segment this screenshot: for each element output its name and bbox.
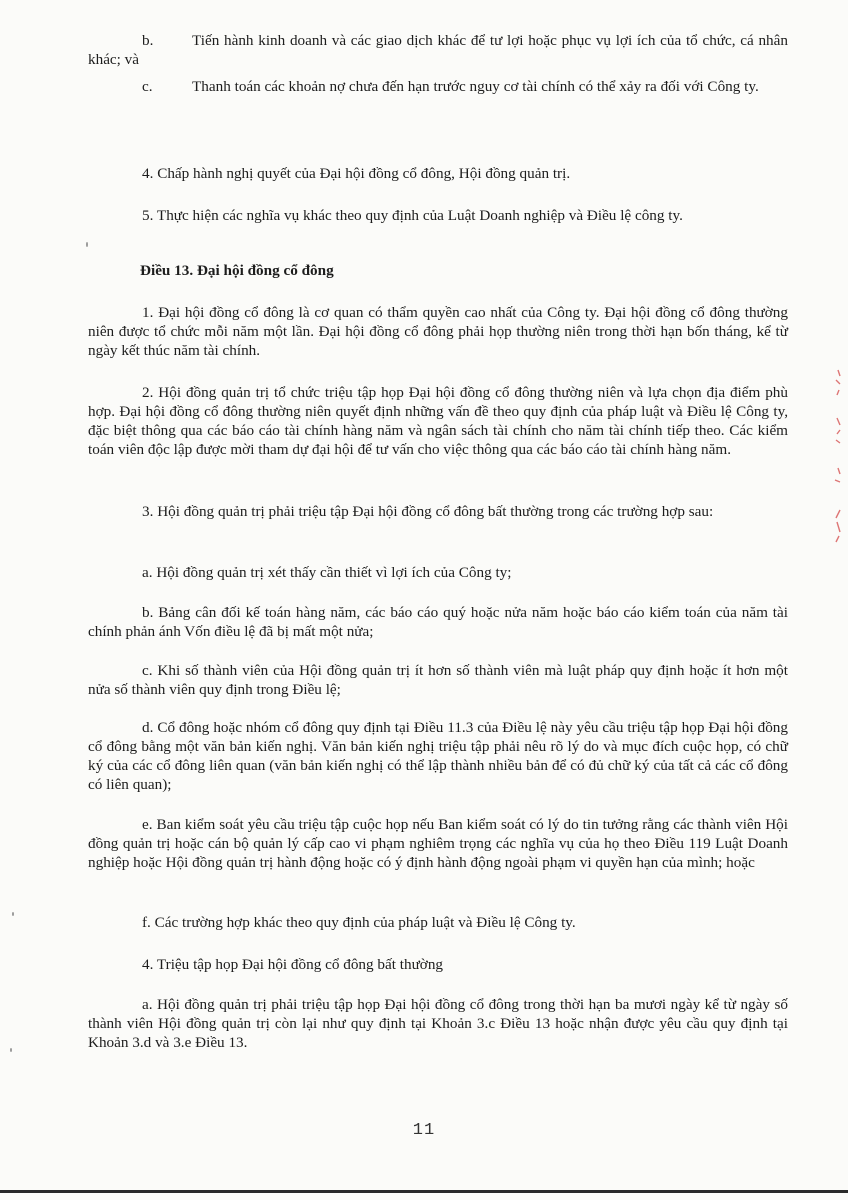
paragraph-c-payment [88,77,788,96]
paragraph-b-business [88,31,788,69]
paragraph-13-3-d: d. Cổ đông hoặc nhóm cổ đông quy định tại Điều 11.3 của Điều lệ này yêu cầu triệu tập họp Đại hội đồng cổ đông bằng một văn bản kiến nghị. Văn bản kiến nghị triệu tập phải nêu rõ lý do và mục đích cuộc họp, có chữ ký của các cổ đông liên quan (văn bản kiến nghị có thể lập thành nhiều bản để có đủ chữ ký của tất cả các cổ đông có liên quan); [88,719,788,793]
scan-speck [86,242,88,247]
paragraph-5-obligations: 5. Thực hiện các nghĩa vụ khác theo quy định của Luật Doanh nghiệp và Điều lệ công ty. [142,207,683,224]
margin-stamp-marks [814,360,848,550]
paragraph-label: b. [142,32,154,49]
paragraph-label: c. [142,78,153,95]
paragraph-4-comply: 4. Chấp hành nghị quyết của Đại hội đồng cổ đông, Hội đồng quản trị. [142,165,571,182]
paragraph-text: Tiến hành kinh doanh và các giao dịch khác để tư lợi hoặc phục vụ lợi ích của tổ chức, cá nhân khác; và [88,32,788,68]
paragraph-13-4-a: a. Hội đồng quản trị phải triệu tập họp Đại hội đồng cổ đông trong thời hạn ba mươi ngày kể từ ngày số thành viên Hội đồng quản trị còn lại như quy định tại Khoản 3.c Điều 13 hoặc nhận được yêu cầu quy định tại Khoản 3.d và 3.e Điều 13. [88,996,788,1051]
scan-speck [12,912,14,916]
article-13-heading: Điều 13. Đại hội đồng cổ đông [140,262,334,279]
page-bottom-edge [0,1190,848,1193]
paragraph-13-3-f: f. Các trường hợp khác theo quy định của pháp luật và Điều lệ Công ty. [142,914,576,931]
paragraph-13-3-b: b. Bảng cân đối kế toán hàng năm, các báo cáo quý hoặc nửa năm hoặc báo cáo kiểm toán của năm tài chính phản ánh Vốn điều lệ đã bị mất một nửa; [88,604,788,640]
paragraph-13-3-c: c. Khi số thành viên của Hội đồng quản trị ít hơn số thành viên mà luật pháp quy định hoặc ít hơn một nửa số thành viên quy định trong Điều lệ; [88,662,788,698]
paragraph-13-4: 4. Triệu tập họp Đại hội đồng cổ đông bất thường [142,956,444,973]
margin-stamp-icon [814,360,848,550]
paragraph-13-3-e: e. Ban kiểm soát yêu cầu triệu tập cuộc họp nếu Ban kiểm soát có lý do tin tưởng rằng các thành viên Hội đồng quản trị hoặc cán bộ quản lý cấp cao vi phạm nghiêm trọng các nghĩa vụ của họ theo Điều 119 Luật Doanh nghiệp hoặc Hội đồng quản trị hành động hoặc có ý định hành động ngoài phạm vi quyền hạn của mình; hoặc [88,816,788,871]
scan-speck [10,1048,12,1052]
paragraph-13-3-a: a. Hội đồng quản trị xét thấy cần thiết vì lợi ích của Công ty; [142,564,512,581]
paragraph-13-3: 3. Hội đồng quản trị phải triệu tập Đại hội đồng cổ đông bất thường trong các trường hợp sau: [142,503,714,520]
paragraph-13-1: 1. Đại hội đồng cổ đông là cơ quan có thẩm quyền cao nhất của Công ty. Đại hội đồng cổ đông thường niên được tổ chức mỗi năm một lần. Đại hội đồng cổ đông phải họp thường niên trong thời hạn bốn tháng, kể từ ngày kết thúc năm tài chính. [88,304,788,359]
page-number: 11 [412,1121,436,1140]
paragraph-text: Thanh toán các khoản nợ chưa đến hạn trước nguy cơ tài chính có thể xảy ra đối với Công ty. [192,78,759,95]
paragraph-13-2: 2. Hội đồng quản trị tổ chức triệu tập họp Đại hội đồng cổ đông thường niên và lựa chọn địa điểm phù hợp. Đại hội đồng cổ đông thường niên quyết định những vấn đề theo quy định của pháp luật và Điều lệ Công ty, đặc biệt thông qua các báo cáo tài chính hàng năm và ngân sách tài chính cho năm tài chính tiếp theo. Các kiểm toán viên độc lập được mời tham dự đại hội để tư vấn cho việc thông qua các báo cáo tài chính hàng năm. [88,384,788,458]
